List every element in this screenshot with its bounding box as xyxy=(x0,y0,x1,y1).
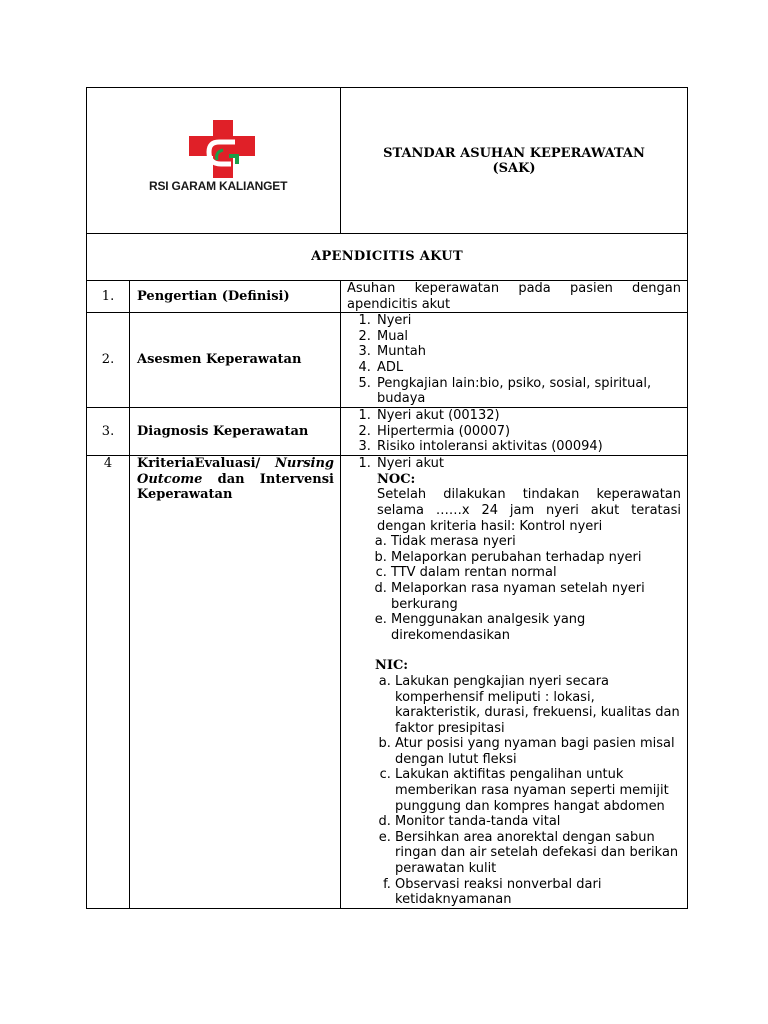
noc-heading: NOC: xyxy=(377,471,416,487)
subtitle-row xyxy=(87,234,688,281)
nic-heading: NIC: xyxy=(375,658,409,674)
list-item: b. Melaporkan perubahan terhadap nyeri xyxy=(391,550,681,566)
list-item: 3. Risiko intoleransi aktivitas (00094) xyxy=(375,439,681,455)
row-label-line1: KriteriaEvaluasi/ Nursing xyxy=(137,456,334,472)
list-item: 1. Nyeri akut (00132) xyxy=(375,408,681,424)
header-row xyxy=(87,88,688,234)
row-label xyxy=(130,456,341,909)
logo-cell xyxy=(87,88,341,234)
list-item: c. TTV dalam rentan normal xyxy=(391,565,681,581)
list-item: 4. ADL xyxy=(375,360,681,376)
row-label: Pengertian (Definisi) xyxy=(130,281,341,313)
list-item: a. Lakukan pengkajian nyeri secara komperhensif meliputi : lokasi, karakteristik, durasi, frekuensi, kualitas dan faktor presipitasi xyxy=(395,674,681,736)
list-item: e. Menggunakan analgesik yang direkomendasikan xyxy=(391,612,681,643)
list-item xyxy=(375,456,681,534)
row-number: 1. xyxy=(87,281,130,313)
document-title-abbrev: (SAK) xyxy=(492,160,536,176)
document-title: STANDAR ASUHAN KEPERAWATAN xyxy=(383,145,645,161)
document-subtitle: APENDICITIS AKUT xyxy=(87,234,688,281)
list-item: d. Melaporkan rasa nyaman setelah nyeri berkurang xyxy=(391,581,681,612)
list-item: c. Lakukan aktifitas pengalihan untuk memberikan rasa nyaman seperti memijit punggung dan kompres hangat abdomen xyxy=(395,767,681,814)
list-item: e. Bersihkan area anorektal dengan sabun ringan dan air setelah defekasi dan berikan perawatan kulit xyxy=(395,830,681,877)
row-content xyxy=(341,281,688,313)
list-item: 1. Nyeri xyxy=(375,313,681,329)
list-item: b. Atur posisi yang nyaman bagi pasien misal dengan lutut fleksi xyxy=(395,736,681,767)
hospital-logo xyxy=(149,120,294,200)
row-content xyxy=(341,408,688,456)
outcome-list xyxy=(347,456,681,534)
row-number: 3. xyxy=(87,408,130,456)
row-number: 4 xyxy=(87,456,130,909)
list-item: 2. Hipertermia (00007) xyxy=(375,424,681,440)
logo-text: RSI GARAM KALIANGET xyxy=(149,179,288,193)
list-item: 3. Muntah xyxy=(375,344,681,360)
row-label-line3: Keperawatan xyxy=(137,487,233,503)
list-item: 5. Pengkajian lain:bio, psiko, sosial, spiritual, budaya xyxy=(375,376,681,407)
table-row xyxy=(87,456,688,909)
definition-text: Asuhan keperawatan pada pasien dengan apendicitis akut xyxy=(347,281,681,312)
noc-criteria-list xyxy=(347,534,681,643)
table-row xyxy=(87,313,688,408)
row-content xyxy=(341,456,688,909)
outcome-title: 1. Nyeri akut xyxy=(377,456,444,472)
sak-document-table xyxy=(86,87,688,909)
diagnosis-list xyxy=(347,408,681,455)
noc-text: Setelah dilakukan tindakan keperawatan selama ……x 24 jam nyeri akut teratasi dengan kriteria hasil: Kontrol nyeri xyxy=(377,487,681,534)
list-item: f. Observasi reaksi nonverbal dari ketidaknyamanan xyxy=(395,877,681,908)
spacer xyxy=(347,643,681,658)
row-label: Asesmen Keperawatan xyxy=(130,313,341,408)
assessment-list xyxy=(347,313,681,407)
table-row xyxy=(87,281,688,313)
table-row xyxy=(87,408,688,456)
row-number: 2. xyxy=(87,313,130,408)
row-content xyxy=(341,313,688,408)
list-item: d. Monitor tanda-tanda vital xyxy=(395,814,681,830)
row-label: Diagnosis Keperawatan xyxy=(130,408,341,456)
document-title-cell xyxy=(341,88,688,234)
row-label-line2: Outcome dan Intervensi xyxy=(137,471,334,487)
red-cross-logo-icon xyxy=(189,120,261,178)
list-item: a. Tidak merasa nyeri xyxy=(391,534,681,550)
list-item: 2. Mual xyxy=(375,329,681,345)
nic-intervention-list xyxy=(347,674,681,908)
